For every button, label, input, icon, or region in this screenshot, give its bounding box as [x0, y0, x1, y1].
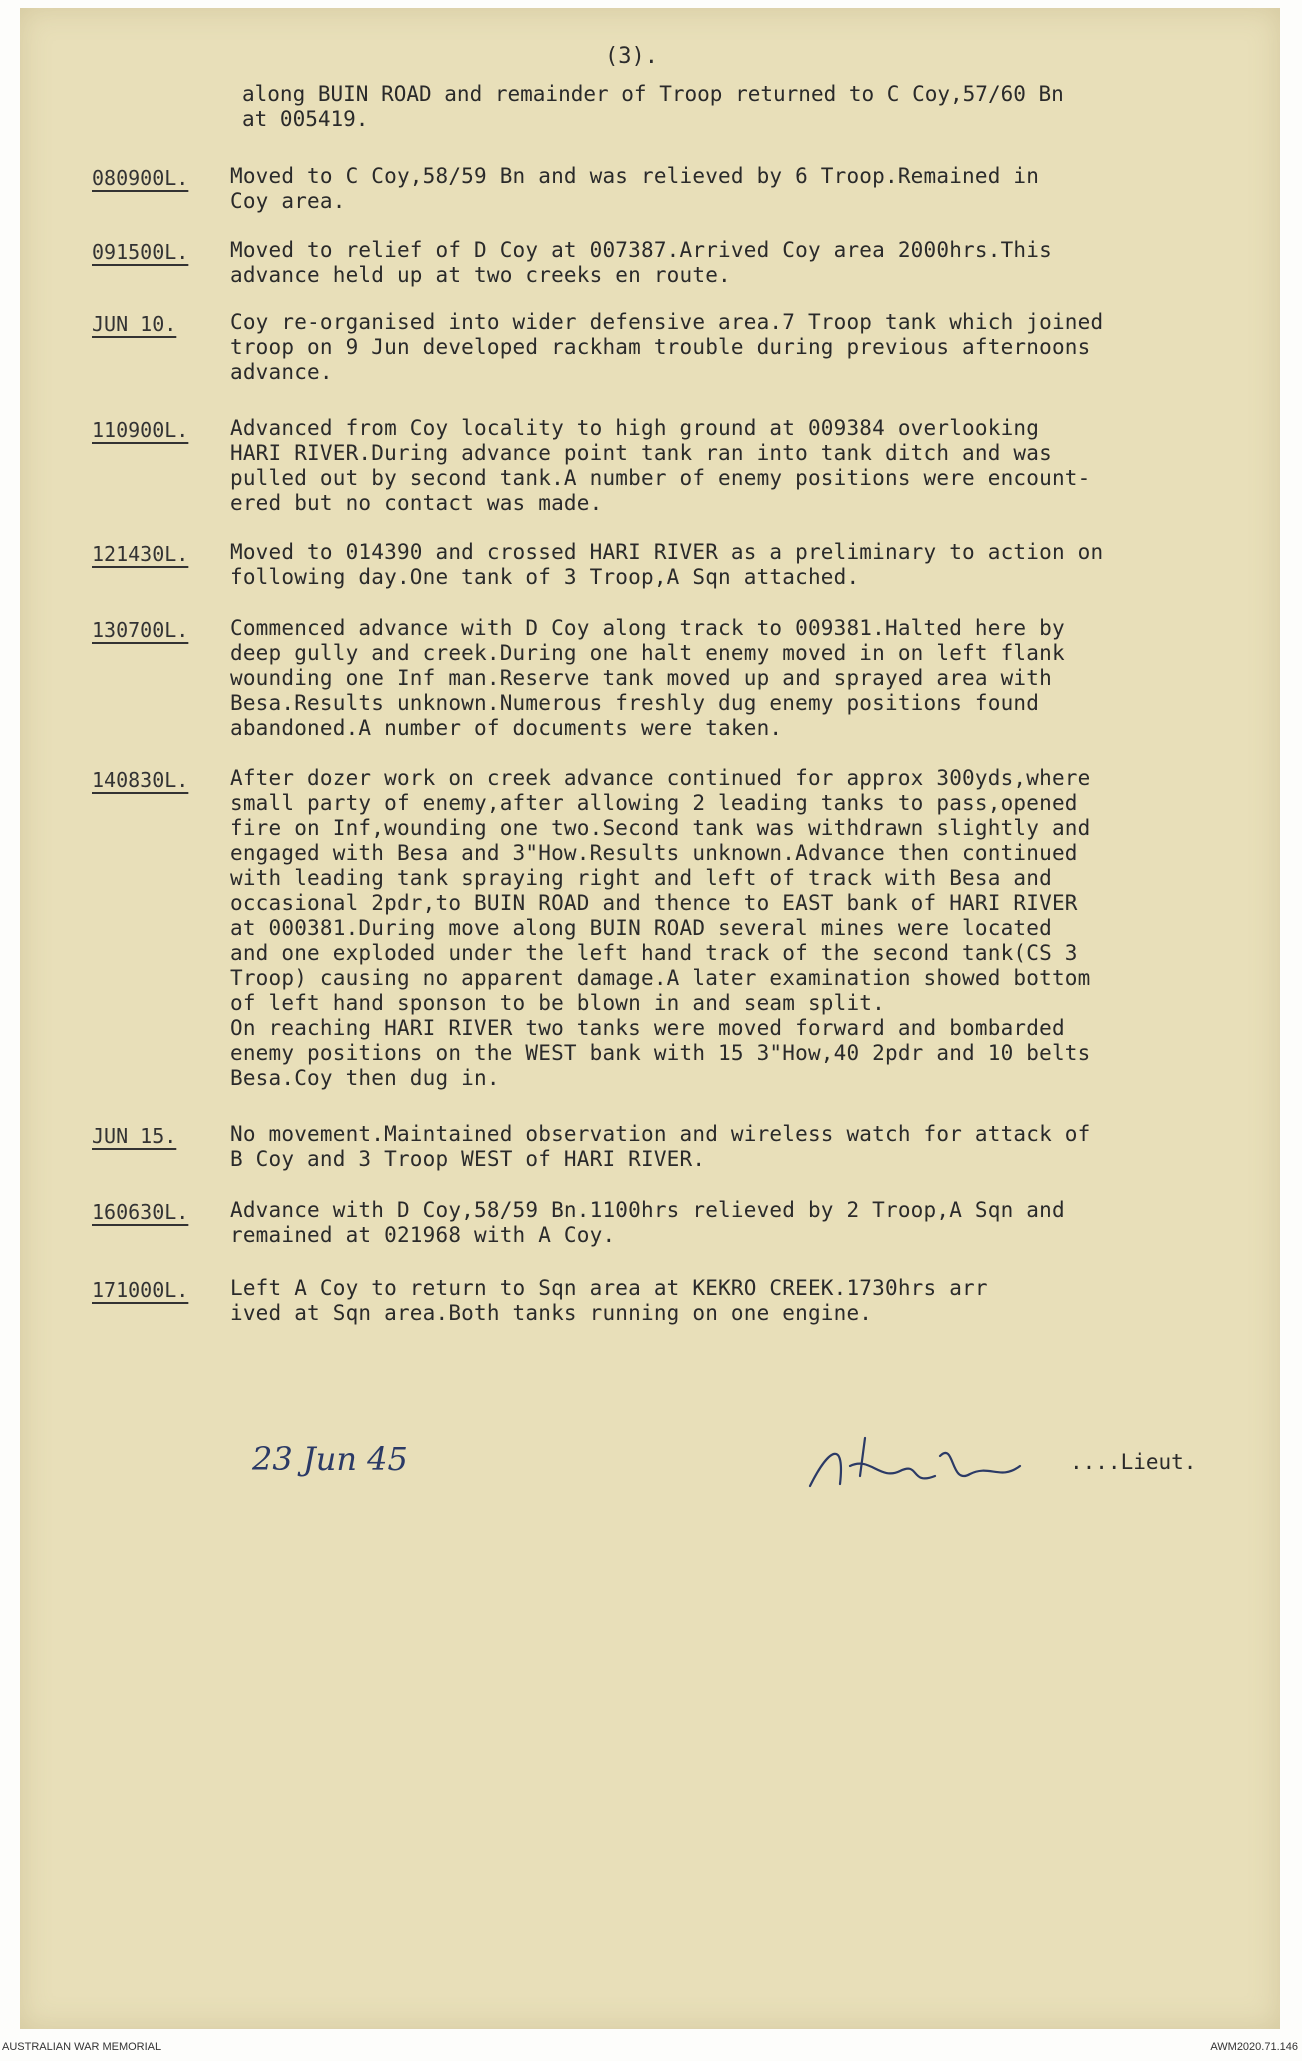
entry-date-label: 080900L. — [92, 166, 189, 190]
entry-text: Advanced from Coy locality to high ground at 009384 overlooking HARI RIVER.During advance point tank ran into tank ditch and was pulled out by second tank.A number of enemy positions were encount- ered but no contact was made. — [230, 416, 1091, 515]
footer-reference-code: AWM2020.71.146 — [1210, 2041, 1298, 2053]
entry-text: No movement.Maintained observation and wireless watch for attack of B Coy and 3 Troop WEST of HARI RIVER. — [230, 1122, 1091, 1171]
entry-date-label: JUN 15. — [92, 1124, 177, 1148]
diary-entry — [92, 1122, 1260, 1172]
entry-text: Advance with D Coy,58/59 Bn.1100hrs relieved by 2 Troop,A Sqn and remained at 021968 with A Coy. — [230, 1198, 1065, 1247]
diary-entry — [92, 310, 1260, 385]
entry-date-label: 171000L. — [92, 1278, 189, 1302]
entry-date-label: 121430L. — [92, 542, 189, 566]
entry-date-label: 130700L. — [92, 618, 189, 642]
entry-date-label: 160630L. — [92, 1200, 189, 1224]
entry-date-label: 110900L. — [92, 418, 189, 442]
entry-text: Moved to 014390 and crossed HARI RIVER as a preliminary to action on following day.One tank of 3 Troop,A Sqn attached. — [230, 540, 1104, 589]
footer-archive-name: AUSTRALIAN WAR MEMORIAL — [2, 2041, 162, 2053]
signature-image — [790, 1436, 1070, 1496]
entry-date-label: 091500L. — [92, 240, 189, 264]
entry-text: Moved to relief of D Coy at 007387.Arrived Coy area 2000hrs.This advance held up at two creeks en route. — [230, 238, 1052, 287]
diary-entry — [92, 238, 1260, 288]
entry-text: Left A Coy to return to Sqn area at KEKRO CREEK.1730hrs arr ived at Sqn area.Both tanks running on one engine. — [230, 1276, 988, 1325]
diary-entry — [92, 164, 1260, 214]
intro-text: along BUIN ROAD and remainder of Troop returned to C Coy,57/60 Bn at 005419. — [242, 82, 1064, 131]
diary-entry — [92, 1198, 1260, 1248]
entry-date-label: JUN 10. — [92, 312, 177, 336]
diary-entry — [92, 416, 1260, 516]
entry-date-label: 140830L. — [92, 768, 189, 792]
signature-rank: ....Lieut. — [1070, 1450, 1197, 1474]
handwritten-date: 23 Jun 45 — [252, 1440, 408, 1478]
entry-text: Coy re-organised into wider defensive area.7 Troop tank which joined troop on 9 Jun developed rackham trouble during previous afternoons advance. — [230, 310, 1104, 384]
diary-entry — [92, 616, 1260, 741]
entry-text: Commenced advance with D Coy along track to 009381.Halted here by deep gully and creek.During one halt enemy moved in on left flank wounding one Inf man.Reserve tank moved up and sprayed area with Besa.Results unknown.Numerous freshly dug enemy positions found abandoned.A number of documents were taken. — [230, 616, 1065, 740]
diary-entry — [92, 1276, 1260, 1326]
diary-entry — [92, 540, 1260, 590]
page-number: (3). — [605, 44, 658, 69]
entry-text: After dozer work on creek advance continued for approx 300yds,where small party of enemy,after allowing 2 leading tanks to pass,opened fire on Inf,wounding one two.Second tank was withdrawn slightly and engaged with Besa and 3"How.Results unknown.Advance then continued with leading tank spraying right and left of track with Besa and occasional 2pdr,to BUIN ROAD and thence to EAST bank of HARI RIVER at 000381.During move along BUIN ROAD several mines were located and one exploded under the left hand track of the second tank(CS 3 Troop) causing no apparent damage.A later examination showed bottom of left hand sponson to be blown in and seam split. On reaching HARI RIVER two tanks were moved forward and bombarded enemy positions on the WEST bank with 15 3"How,40 2pdr and 10 belts Besa.Coy then dug in. — [230, 766, 1091, 1090]
document-page — [20, 8, 1280, 2029]
entry-text: Moved to C Coy,58/59 Bn and was relieved by 6 Troop.Remained in Coy area. — [230, 164, 1040, 213]
diary-entry — [92, 766, 1260, 1091]
